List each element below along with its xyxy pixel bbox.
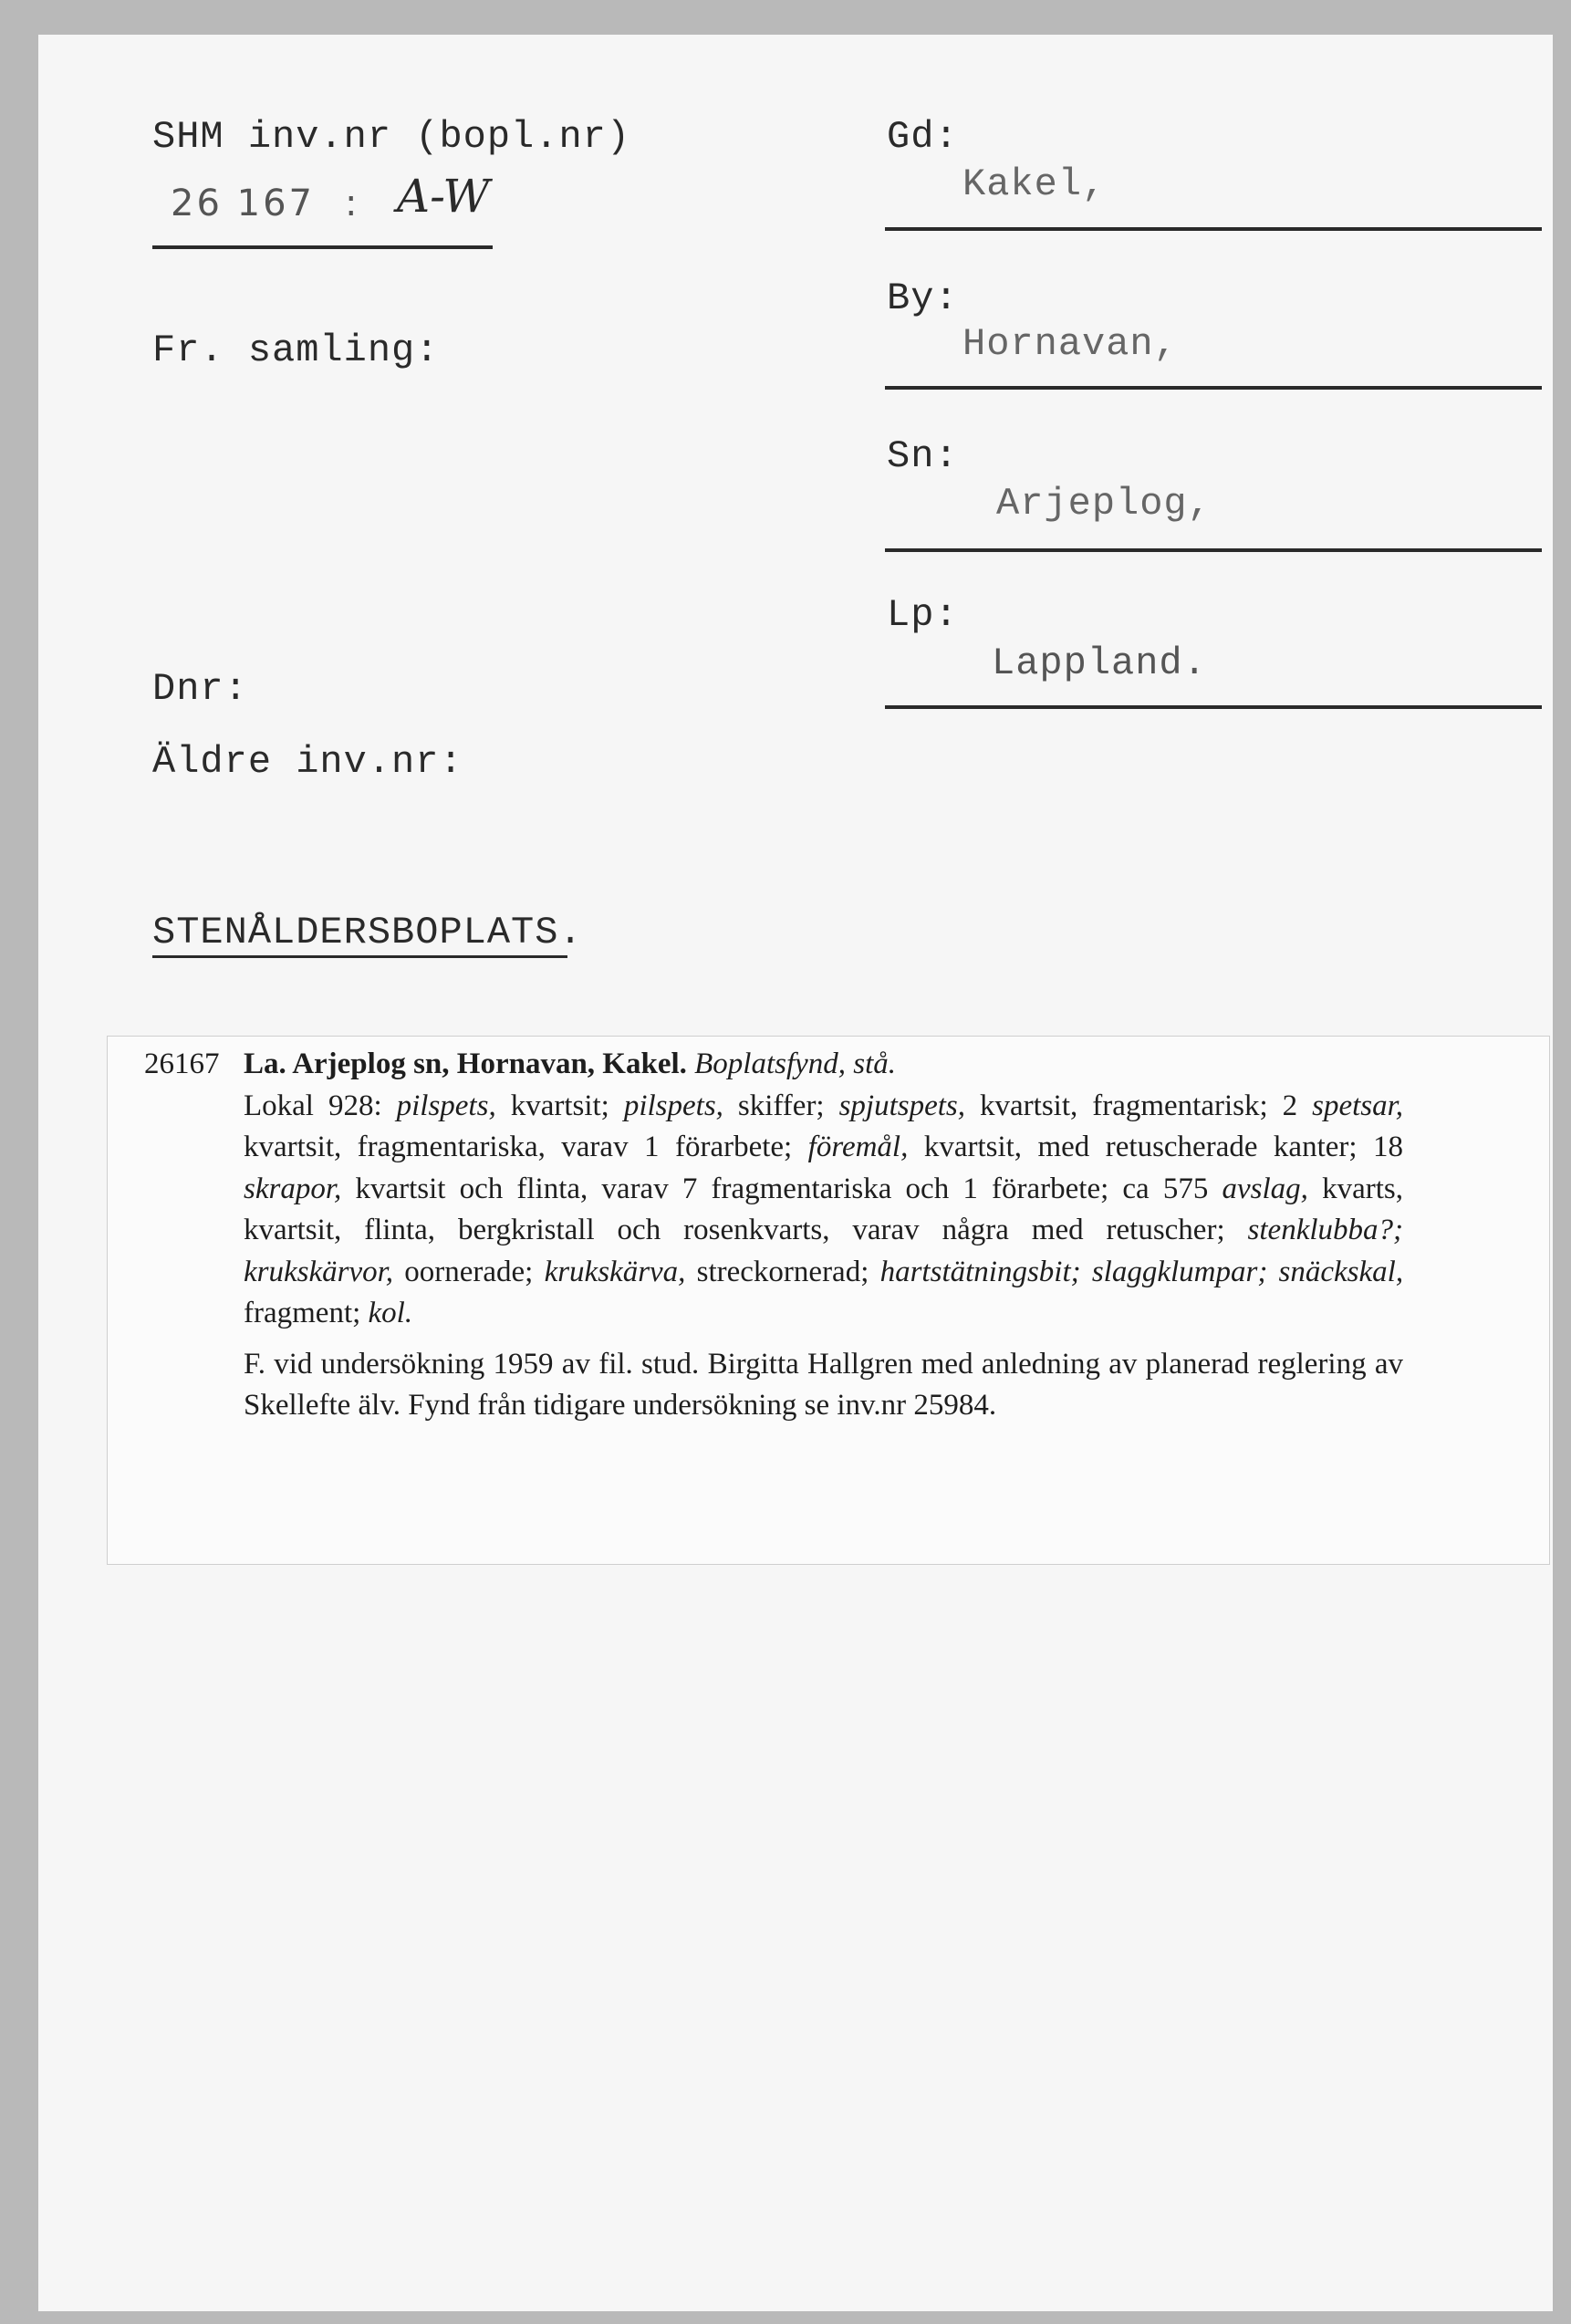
inv-number: 26 167 bbox=[171, 182, 315, 224]
entry-heading-italic: Boplatsfynd, stå. bbox=[694, 1047, 897, 1080]
item-name: hartstätningsbit; bbox=[879, 1255, 1081, 1288]
catalog-entry-slip bbox=[107, 1036, 1550, 1565]
item-desc: kvartsit, med retuscherade kanter; 18 bbox=[923, 1131, 1403, 1163]
inv-label: SHM inv.nr (bopl.nr) bbox=[152, 115, 631, 159]
lp-rule bbox=[885, 705, 1542, 709]
item-desc: oornerade; bbox=[404, 1255, 534, 1288]
sn-label: Sn: bbox=[887, 434, 959, 478]
inv-separator: : bbox=[345, 182, 360, 224]
lp-value: Lappland. bbox=[992, 641, 1207, 685]
item-desc: kvartsit; bbox=[510, 1089, 609, 1122]
item-name: stenklubba?; bbox=[1247, 1214, 1404, 1246]
item-desc: kvartsit, fragmentariska, varav 1 förarbete; bbox=[244, 1131, 793, 1163]
item-name: kol. bbox=[368, 1297, 413, 1329]
lokal-label: Lokal 928: bbox=[244, 1089, 382, 1122]
by-rule bbox=[885, 386, 1542, 390]
gd-value: Kakel, bbox=[962, 162, 1107, 206]
entry-number: 26167 bbox=[144, 1047, 220, 1080]
item-desc: kvarts, kvartsit, flinta, bergkristall och rosenkvarts, varav några med retuscher; bbox=[244, 1172, 1403, 1246]
inv-underline bbox=[152, 245, 493, 249]
gd-rule bbox=[885, 227, 1542, 231]
item-name: pilspets, bbox=[396, 1089, 496, 1122]
gd-label: Gd: bbox=[887, 115, 959, 159]
item-name: krukskärva, bbox=[544, 1255, 686, 1288]
inv-range: A-W bbox=[397, 170, 490, 223]
category-heading: STENÅLDERSBOPLATS. bbox=[152, 911, 583, 954]
item-name: spetsar, bbox=[1312, 1089, 1404, 1122]
dnr-label: Dnr: bbox=[152, 667, 248, 711]
lp-label: Lp: bbox=[887, 593, 959, 637]
item-name: pilspets, bbox=[623, 1089, 723, 1122]
item-name: slaggklumpar; bbox=[1091, 1255, 1268, 1288]
entry-heading: La. Arjeplog sn, Hornavan, Kakel. bbox=[244, 1047, 687, 1080]
category-underline bbox=[152, 955, 567, 958]
by-label: By: bbox=[887, 276, 959, 320]
item-name: snäckskal, bbox=[1278, 1255, 1404, 1288]
item-name: skrapor, bbox=[244, 1172, 342, 1205]
item-desc: fragment; bbox=[244, 1297, 361, 1329]
item-desc: skiffer; bbox=[737, 1089, 825, 1122]
sn-rule bbox=[885, 548, 1542, 552]
item-name: föremål, bbox=[807, 1131, 909, 1163]
catalog-card bbox=[38, 35, 1553, 2311]
item-name: krukskärvor, bbox=[244, 1255, 394, 1288]
fr-samling-label: Fr. samling: bbox=[152, 328, 440, 372]
item-desc: kvartsit, fragmentarisk; 2 bbox=[980, 1089, 1298, 1122]
item-name: avslag, bbox=[1222, 1172, 1308, 1205]
item-desc: kvartsit och flinta, varav 7 fragmentariska och 1 förarbete; ca 575 bbox=[355, 1172, 1209, 1205]
by-value: Hornavan, bbox=[962, 322, 1178, 366]
sn-value: Arjeplog, bbox=[996, 482, 1212, 526]
item-desc: streckornerad; bbox=[696, 1255, 869, 1288]
item-name: spjutspets, bbox=[838, 1089, 966, 1122]
entry-note: F. vid undersökning 1959 av fil. stud. Birgitta Hallgren med anledning av planerad reglering av Skellefte älv. Fynd från tidigare undersökning se inv.nr 25984. bbox=[244, 1347, 1403, 1422]
entry-paragraph bbox=[144, 1044, 1403, 1335]
aldre-inv-label: Äldre inv.nr: bbox=[152, 740, 463, 784]
